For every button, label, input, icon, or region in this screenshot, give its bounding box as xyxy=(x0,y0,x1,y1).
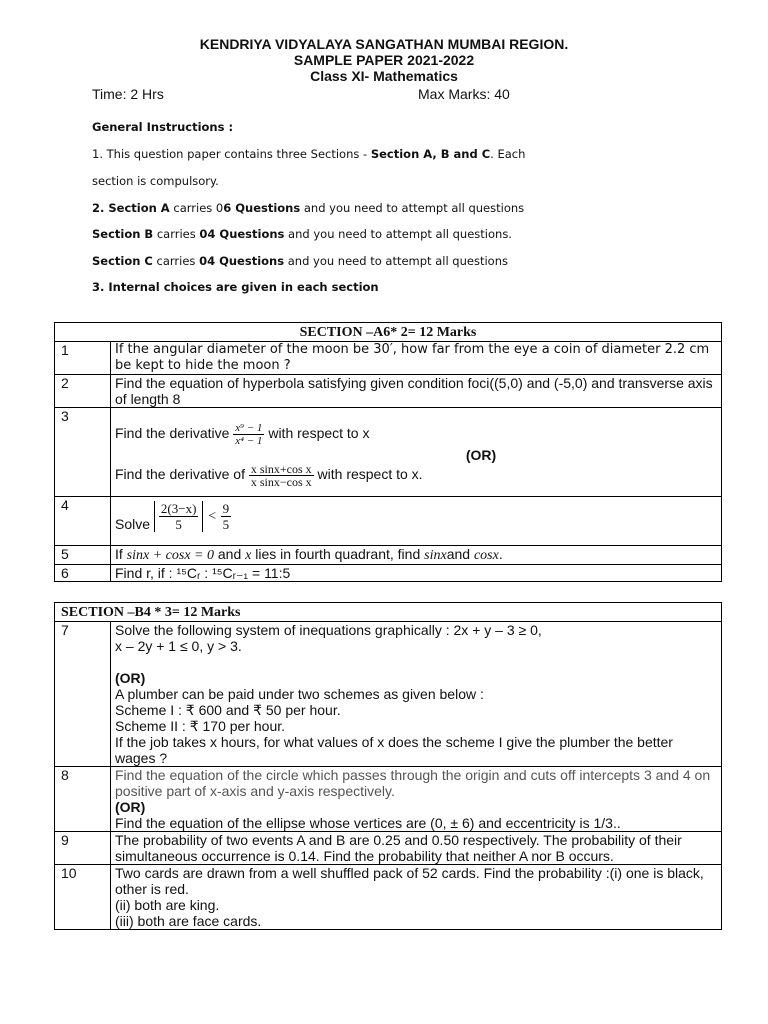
question-3: Find the derivative $\frac{\text{x⁹ − 1}}{\text{x⁴ − 1}}$ with respect to x (OR) Find the derivative of $\frac{\text{x sinx+cos x}}{\text{x sinx−cos x}}$ with respect to x. xyxy=(111,408,722,497)
table-row xyxy=(55,865,722,930)
question-4: Solve $\frac{2(3-x)}{5}$ < $\frac{9}{5}$ xyxy=(111,497,722,546)
time-label: Time: 2 Hrs xyxy=(92,86,164,102)
question-number: 1 xyxy=(55,342,111,375)
question-number: 10 xyxy=(55,865,111,930)
question-2: Find the equation of hyperbola satisfying given condition foci((5,0) and (-5,0) and transverse axis of length 8 xyxy=(111,375,722,408)
question-number: 6 xyxy=(55,565,111,582)
table-row xyxy=(55,546,722,565)
fraction: $\frac{\text{x sinx+cos x}}{\text{x sinx−cos x}}$ xyxy=(250,462,312,489)
instruction-section-c: Section C carries 04 Questions and you need to attempt all questions xyxy=(92,254,508,268)
question-number: 9 xyxy=(55,832,111,865)
or-label: (OR) xyxy=(115,670,146,686)
section-b-table xyxy=(54,602,722,930)
table-row xyxy=(55,622,722,767)
instruction-1-cont: section is compulsory. xyxy=(92,174,219,188)
instructions-title: General Instructions : xyxy=(92,120,234,134)
question-6: Find r, if : ¹⁵Cᵣ : ¹⁵Cᵣ₋₁ = 11:5 xyxy=(111,565,722,582)
fraction: $\frac{\text{x⁹ − 1}}{\text{x⁴ − 1}}$ xyxy=(235,422,263,447)
question-number: 5 xyxy=(55,546,111,565)
section-a-table xyxy=(54,322,722,582)
question-1: If the angular diameter of the moon be 30′, how far from the eye a coin of diameter 2.2 cm be kept to hide the moon ? xyxy=(111,342,722,375)
table-row xyxy=(55,342,722,375)
question-number: 7 xyxy=(55,622,111,767)
question-5: If sinx + cosx = 0 and x lies in fourth quadrant, find sinxand cosx. xyxy=(111,546,722,565)
class-title: Class XI- Mathematics xyxy=(310,68,458,84)
section-b-title: SECTION –B4 * 3= 12 Marks xyxy=(55,603,722,622)
question-number: 4 xyxy=(55,497,111,546)
table-row xyxy=(55,767,722,832)
or-label: (OR) xyxy=(115,799,146,815)
question-7: Solve the following system of inequations graphically : 2x + y – 3 ≥ 0, x – 2y + 1 ≤ 0, y > 3. (OR) A plumber can be paid under two schemes as given below : Scheme I : ₹ 600 and ₹ 50 per hour. Scheme II : ₹ 170 per hour. If the job takes x hours, for what values of x does the scheme I give the plumber the better wages ? xyxy=(111,622,722,767)
table-row xyxy=(55,408,722,497)
instruction-1: 1. This question paper contains three Sections - Section A, B and C. Each xyxy=(92,147,526,161)
question-10: Two cards are drawn from a well shuffled pack of 52 cards. Find the probability :(i) one is black, other is red. (ii) both are king. (iii) both are face cards. xyxy=(111,865,722,930)
instruction-2: 2. Section A carries 06 Questions and you need to attempt all questions xyxy=(92,201,525,215)
absolute-value: $\frac{2(3-x)}{5}$ xyxy=(154,501,204,532)
table-row xyxy=(55,832,722,865)
question-9: The probability of two events A and B are 0.25 and 0.50 respectively. The probability of their simultaneous occurrence is 0.14. Find the probability that neither A nor B occurs. xyxy=(111,832,722,865)
question-number: 2 xyxy=(55,375,111,408)
instruction-3: 3. Internal choices are given in each section xyxy=(92,280,379,294)
max-marks-label: Max Marks: 40 xyxy=(418,86,510,102)
school-title: KENDRIYA VIDYALAYA SANGATHAN MUMBAI REGION. xyxy=(199,36,569,52)
paper-title: SAMPLE PAPER 2021-2022 xyxy=(293,52,475,68)
question-number: 3 xyxy=(55,408,111,497)
question-8: Find the equation of the circle which passes through the origin and cuts off intercepts 3 and 4 on positive part of x-axis and y-axis respectively. (OR) Find the equation of the ellipse whose vertices are (0, ± 6) and eccentricity is 1/3.. xyxy=(111,767,722,832)
section-a-title: SECTION –A6* 2= 12 Marks xyxy=(55,323,722,342)
table-row xyxy=(55,565,722,582)
or-label: (OR) xyxy=(465,447,497,463)
table-row xyxy=(55,375,722,408)
question-number: 8 xyxy=(55,767,111,832)
table-row xyxy=(55,497,722,546)
instruction-section-b: Section B carries 04 Questions and you need to attempt all questions. xyxy=(92,227,512,241)
